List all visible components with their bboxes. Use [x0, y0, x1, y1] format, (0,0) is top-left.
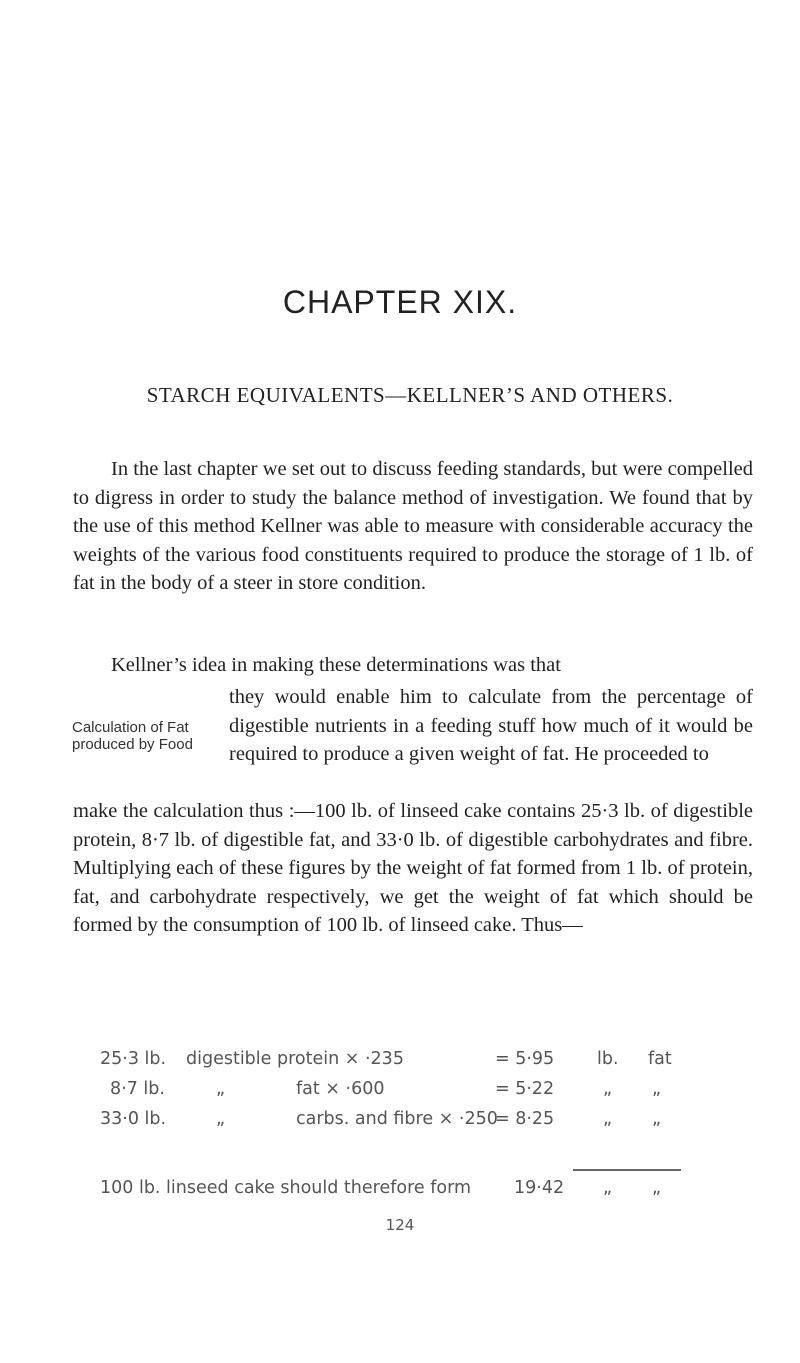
paragraph-kellner-rest: make the calculation thus :—100 lb. of linseed cake contains 25·3 lb. of digestible protein, 8·7 lb. of digestible fat, and 33·0 lb. of digestible carbohydrates and fibre. Multiplying each of these figures by the weight of fat formed from 1 lb. of protein, fat, and carbohydrate respectively, we get the weight of fat which should be formed by the consumption of 100 lb. of linseed cake. Thus—	[73, 800, 753, 936]
calc-quantity: 8·7 lb.	[110, 1079, 165, 1099]
calc-ditto: „	[216, 1109, 226, 1129]
chapter-title: STARCH EQUIVALENTS—KELLNER’S AND OTHERS.	[146, 383, 674, 407]
calc-result: = 8·25	[495, 1109, 555, 1129]
calc-description: fat × ·600	[296, 1079, 385, 1099]
calc-unit: „	[603, 1079, 613, 1099]
chapter-heading: CHAPTER XIX.	[282, 284, 518, 320]
total-unit-2: „	[652, 1178, 662, 1198]
page-number: 124	[385, 1216, 415, 1234]
calc-description: digestible protein × ·235	[186, 1049, 404, 1069]
margin-note: Calculation of Fat produced by Food	[72, 719, 193, 753]
calc-result: = 5·95	[495, 1049, 555, 1069]
paragraph-intro: In the last chapter we set out to discuss feeding standards, but were compelled to digress in order to study the balance method of investigation. We found that by the use of this method Kellner was able to measure with considerable accuracy the weights of the various food constituents required to produce the storage of 1 lb. of fat in the body of a steer in store condition.	[73, 458, 753, 594]
calc-unit-2: „	[652, 1079, 662, 1099]
calc-ditto: „	[216, 1079, 226, 1099]
paragraph-kellner-first-line: Kellner’s idea in making these determinations was that	[111, 654, 561, 676]
calc-result: = 5·22	[495, 1079, 555, 1099]
total-label: 100 lb. linseed cake should therefore form	[100, 1178, 472, 1198]
calc-quantity: 25·3 lb.	[100, 1049, 167, 1069]
calc-unit: lb.	[597, 1049, 619, 1069]
sum-rule	[573, 1169, 681, 1171]
total-unit: „	[603, 1178, 613, 1198]
calc-unit-2: fat	[648, 1049, 672, 1069]
total-value: 19·42	[514, 1178, 565, 1198]
paragraph-kellner-indented: they would enable him to calculate from the percentage of digestible nutrients in a feeding stuff how much of it would be required to produce a given weight of fat. He proceeded to	[229, 686, 753, 765]
calc-unit-2: „	[652, 1109, 662, 1129]
calc-description: carbs. and fibre × ·250	[296, 1109, 498, 1129]
calc-quantity: 33·0 lb.	[100, 1109, 167, 1129]
calc-unit: „	[603, 1109, 613, 1129]
